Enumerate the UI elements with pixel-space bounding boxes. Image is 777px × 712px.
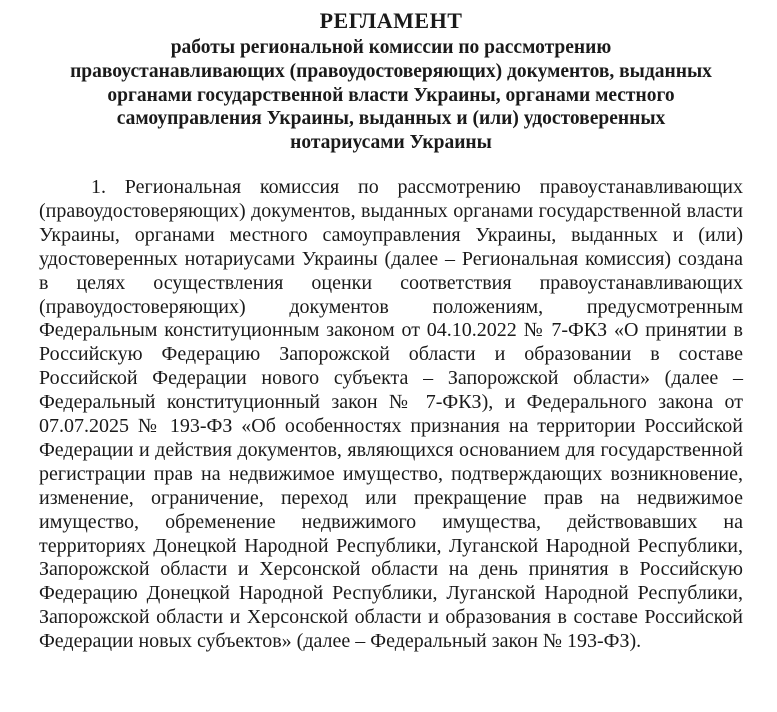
subtitle-line: органами государственной власти Украины, органами местного <box>107 84 675 106</box>
document-subtitle <box>39 36 743 155</box>
paragraph-1: 1. Региональная комиссия по рассмотрению правоустанавливающих (правоудостоверяющих) документов, выданных органами государственной власти Украины, органами местного самоуправления Украины, выданных и (или) удостоверенных нотариусами Украины (далее – Региональная комиссия) создана в целях осуществления оценки соответствия правоустанавливающих (правоудостоверяющих) документов положениям, предусмотренным Федеральным конституционным законом от 04.10.2022 № 7-ФКЗ «О принятии в Российскую Федерацию Запорожской области и образовании в составе Российской Федерации нового субъекта – Запорожской области» (далее – Федеральный конституционный закон № 7-ФКЗ), и Федерального закона от 07.07.2025 № 193-ФЗ «Об особенностях признания на территории Российской Федерации и действия документов, являющихся основанием для государственной регистрации прав на недвижимое имущество, подтверждающих возникновение, изменение, ограничение, переход или прекращение прав на недвижимое имущество, обременение недвижимого имущества, действовавших на территориях Донецкой Народной Республики, Луганской Народной Республики, Запорожской области и Херсонской области на день принятия в Российскую Федерацию Донецкой Народной Республики, Луганской Народной Республики, Запорожской области и Херсонской области и образования в составе Российской Федерации новых субъектов» (далее – Федеральный закон № 193-ФЗ). <box>39 175 743 653</box>
document-title: РЕГЛАМЕНТ <box>319 8 463 33</box>
subtitle-line: работы региональной комиссии по рассмотрению <box>170 37 612 58</box>
subtitle-line: правоустанавливающих (правоудостоверяющих) документов, выданных <box>70 60 712 82</box>
subtitle-line: нотариусами Украины <box>290 132 492 154</box>
subtitle-line: самоуправления Украины, выданных и (или) удостоверенных <box>116 108 666 130</box>
